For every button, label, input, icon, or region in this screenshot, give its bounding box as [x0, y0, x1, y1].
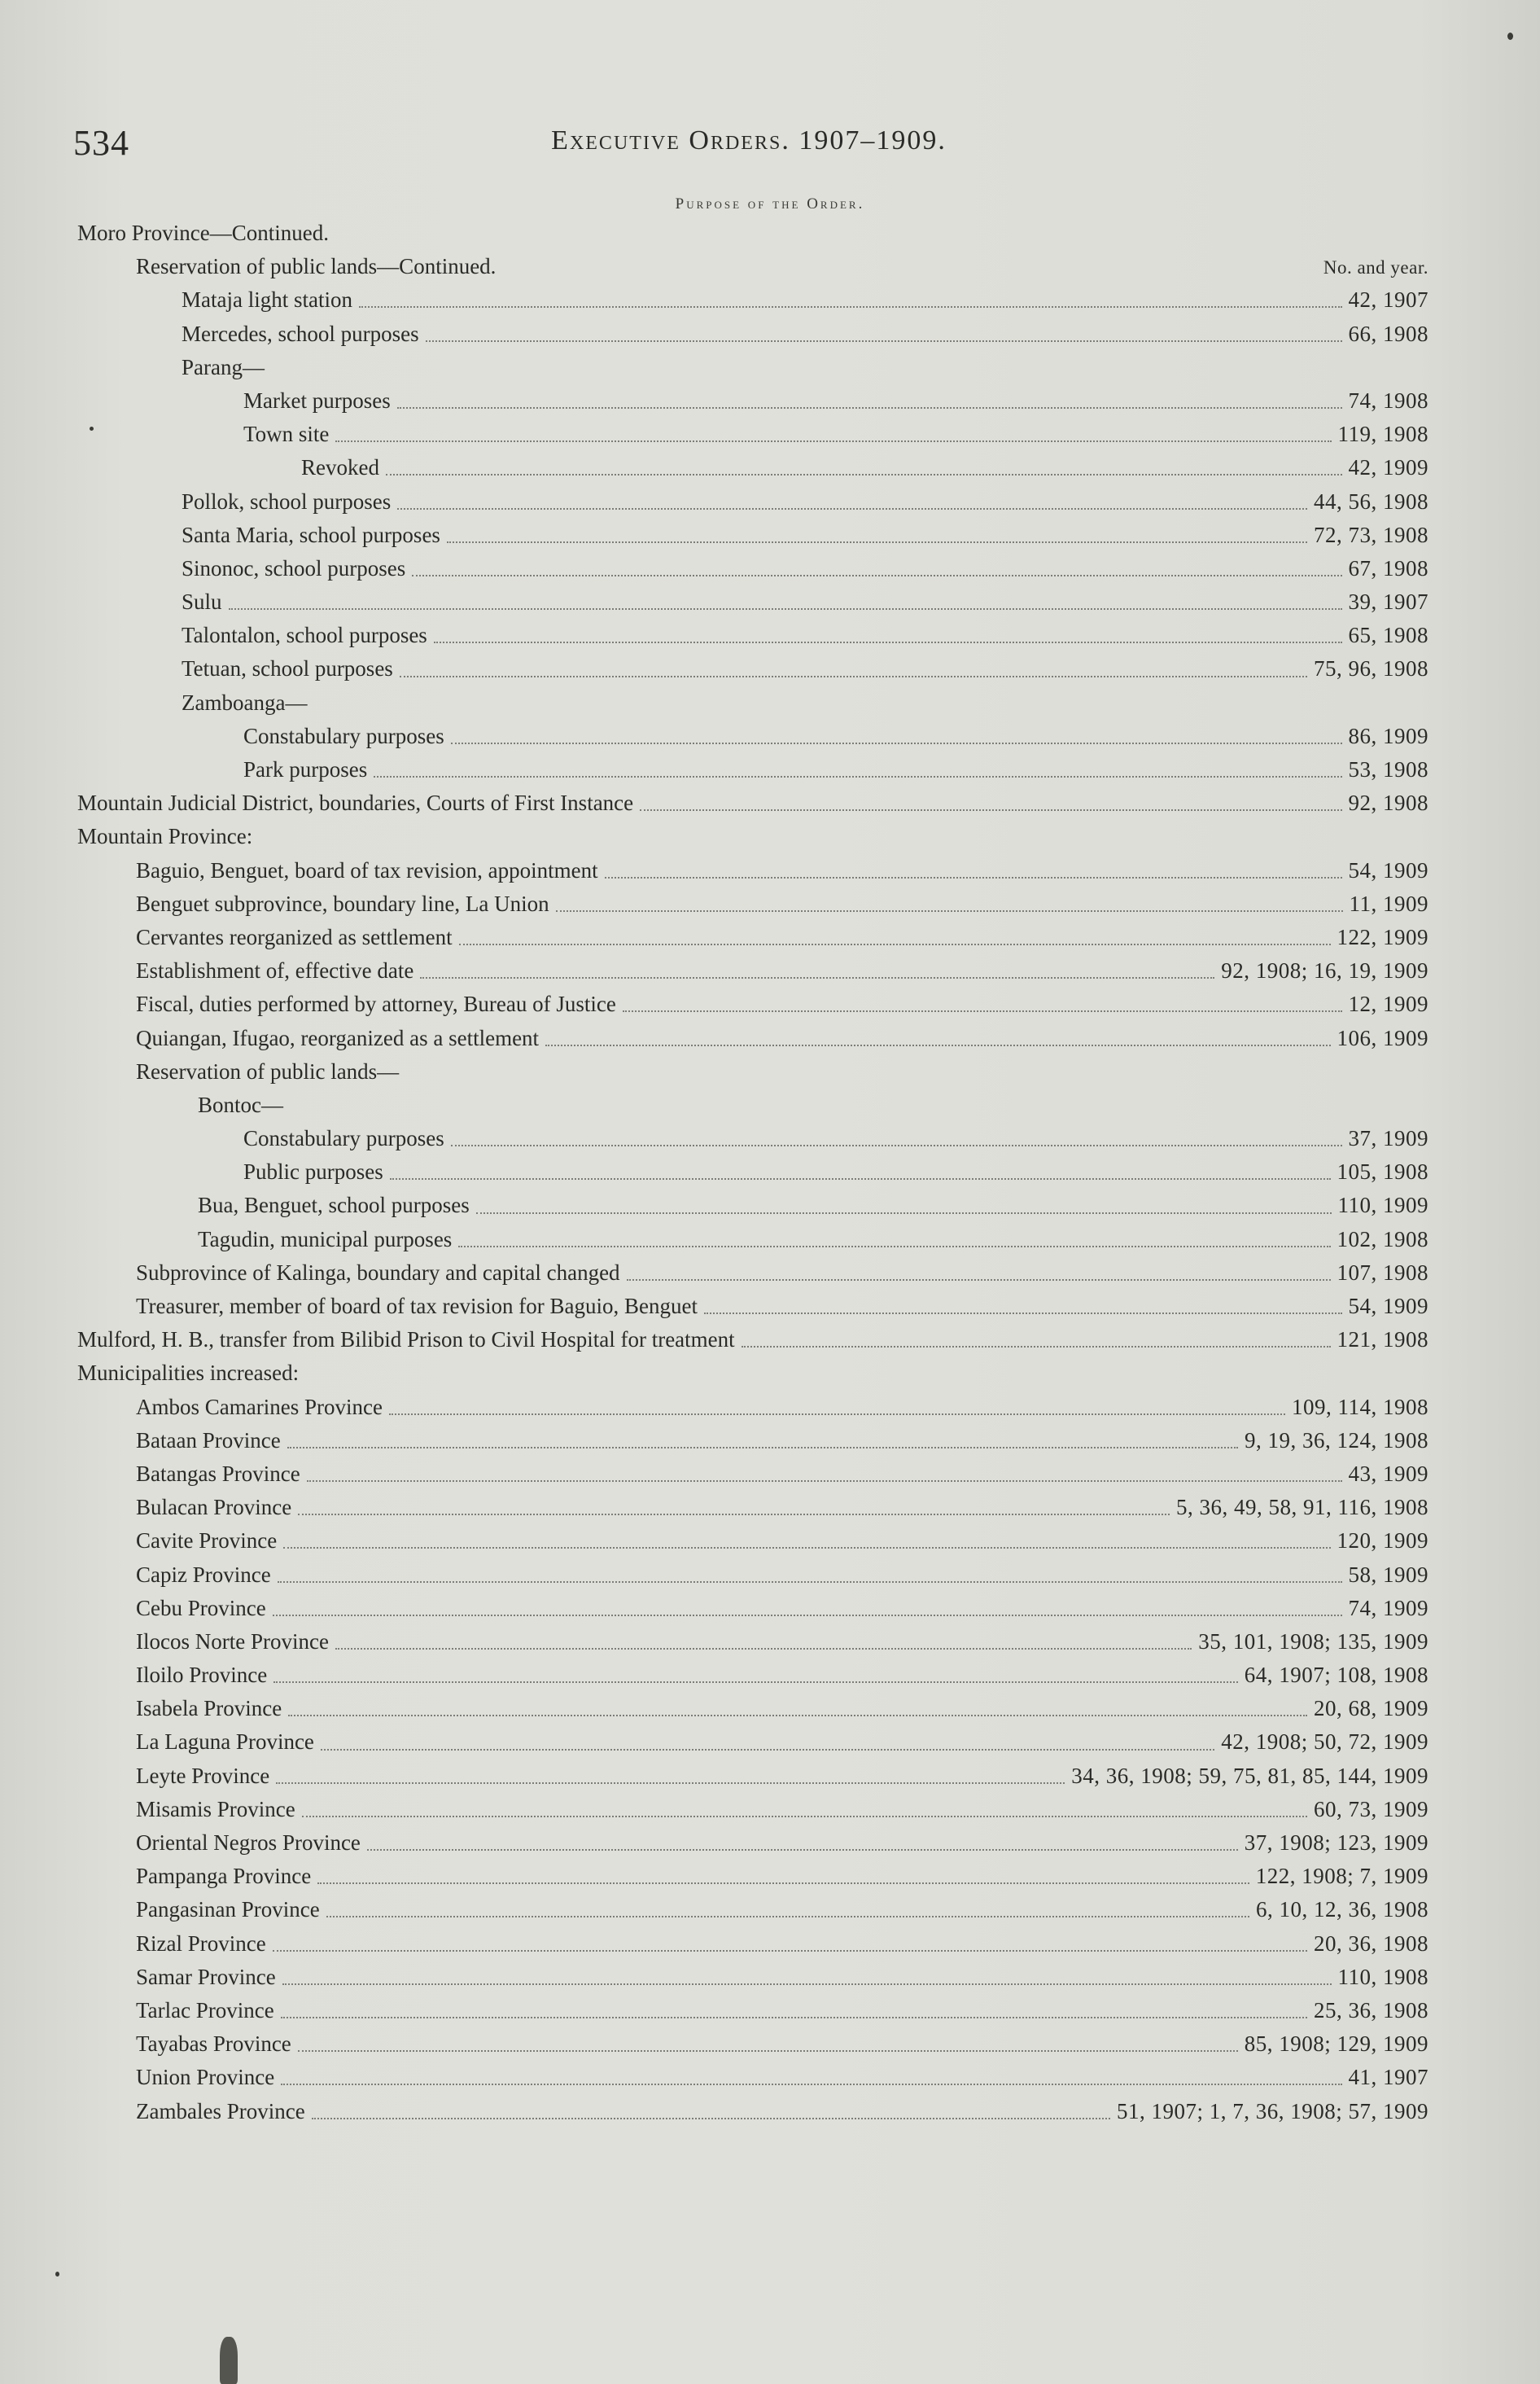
- entry-label: Tagudin, municipal purposes: [198, 1226, 453, 1251]
- dot-leader: [287, 1446, 1238, 1448]
- entry-label: Treasurer, member of board of tax revision for Baguio, Benguet: [136, 1294, 698, 1318]
- dot-leader: [321, 1748, 1214, 1751]
- entry-label: Santa Maria, school purposes: [182, 522, 440, 547]
- entry-label: Establishment of, effective date: [136, 958, 414, 984]
- entry-label: Bulacan Province: [136, 1495, 292, 1520]
- index-entry: [77, 552, 1428, 585]
- dot-leader: [742, 1345, 1331, 1348]
- order-numbers: 60, 73, 1909: [1314, 1796, 1428, 1821]
- entry-label: Bua, Benguet, school purposes: [198, 1193, 470, 1218]
- index-entry: [77, 2095, 1428, 2128]
- dot-leader: [459, 943, 1331, 945]
- order-numbers: 102, 1908: [1337, 1226, 1428, 1251]
- index-entry: [77, 1457, 1428, 1491]
- dot-leader: [397, 406, 1342, 409]
- order-numbers: 9, 19, 36, 124, 1908: [1245, 1427, 1428, 1453]
- index-entry: [77, 820, 1428, 853]
- index-entry: [77, 1223, 1428, 1256]
- dot-leader: [397, 507, 1307, 510]
- entry-label: Cebu Province: [136, 1595, 266, 1620]
- entry-label: Leyte Province: [136, 1763, 270, 1788]
- index-entry: [77, 1659, 1428, 1692]
- index-entry: [77, 217, 1428, 250]
- entry-label: Union Province: [136, 2065, 275, 2090]
- entry-label: Samar Province: [136, 1964, 276, 1989]
- index-entry: [77, 1625, 1428, 1659]
- index-entry: [77, 854, 1428, 887]
- entry-label: Cavite Province: [136, 1528, 278, 1554]
- entry-label: Oriental Negros Province: [136, 1830, 361, 1855]
- dot-leader: [302, 1815, 1307, 1817]
- order-numbers: 37, 1909: [1348, 1126, 1428, 1151]
- order-numbers: 110, 1908: [1337, 1964, 1428, 1989]
- entry-label: Bataan Province: [136, 1427, 281, 1453]
- dot-leader: [458, 1245, 1330, 1247]
- index-entry: [77, 954, 1428, 988]
- entry-label: Tarlac Province: [136, 1997, 274, 2022]
- dot-leader: [390, 1177, 1331, 1180]
- index-entry: [77, 318, 1428, 351]
- order-numbers: 92, 1908; 16, 19, 1909: [1221, 958, 1428, 984]
- order-numbers: 64, 1907; 108, 1908: [1244, 1663, 1428, 1688]
- dot-leader: [298, 1513, 1170, 1515]
- entry-label: Bontoc—: [198, 1092, 283, 1117]
- entry-label: La Laguna Province: [136, 1729, 314, 1755]
- entry-label: Iloilo Province: [136, 1663, 268, 1688]
- entry-label: Isabela Province: [136, 1696, 282, 1721]
- index-entry: [77, 1356, 1428, 1390]
- order-numbers: 72, 73, 1908: [1314, 522, 1428, 547]
- index-entry: [77, 988, 1428, 1021]
- running-title: Executive Orders. 1907–1909.: [551, 125, 947, 156]
- dot-leader: [283, 1546, 1330, 1549]
- dot-leader: [556, 909, 1343, 912]
- entry-label: Moro Province—Continued.: [77, 221, 329, 245]
- dot-leader: [476, 1212, 1332, 1214]
- index-entry: [77, 1323, 1428, 1356]
- dot-leader: [374, 775, 1341, 778]
- dot-leader: [335, 440, 1331, 442]
- entry-label: Tayabas Province: [136, 2031, 291, 2057]
- order-numbers: 86, 1909: [1348, 723, 1428, 748]
- entry-label: Fiscal, duties performed by attorney, Bureau of Justice: [136, 992, 616, 1017]
- dot-leader: [605, 876, 1342, 879]
- index-entry: [77, 384, 1428, 418]
- entry-label: Mataja light station: [182, 287, 352, 313]
- entry-label: Mountain Judicial District, boundaries, Courts of First Instance: [77, 791, 634, 816]
- dot-leader: [359, 305, 1342, 308]
- entry-label: Talontalon, school purposes: [182, 623, 427, 648]
- index-entry: [77, 1961, 1428, 1994]
- index-entry: [77, 519, 1428, 552]
- entry-label: Constabulary purposes: [243, 723, 444, 748]
- entry-label: Mulford, H. B., transfer from Bilibid Prison to Civil Hospital for treatment: [77, 1327, 735, 1352]
- index-entry: [77, 887, 1428, 921]
- order-numbers: 39, 1907: [1348, 589, 1428, 615]
- order-numbers: 74, 1909: [1348, 1595, 1428, 1620]
- dot-leader: [273, 1614, 1342, 1616]
- entry-label: Mercedes, school purposes: [182, 321, 419, 346]
- index-entry: [77, 1793, 1428, 1826]
- entry-label: Rizal Province: [136, 1930, 266, 1956]
- index-entry: [77, 921, 1428, 954]
- dot-leader: [335, 1647, 1192, 1650]
- entry-label: Baguio, Benguet, board of tax revision, appointment: [136, 857, 598, 883]
- index-entry: [77, 1122, 1428, 1155]
- index-entry: [77, 485, 1428, 519]
- entry-label: Municipalities increased:: [77, 1361, 300, 1386]
- index-entry: [77, 1391, 1428, 1424]
- order-numbers: 37, 1908; 123, 1909: [1244, 1830, 1428, 1855]
- entry-label: Zamboanga—: [182, 690, 308, 715]
- dot-leader: [704, 1312, 1342, 1314]
- order-numbers: 35, 101, 1908; 135, 1909: [1198, 1628, 1428, 1654]
- dot-leader: [451, 742, 1342, 744]
- dot-leader: [276, 1781, 1065, 1784]
- entry-label: Parang—: [182, 354, 265, 379]
- dot-leader: [281, 2016, 1307, 2018]
- order-numbers: 122, 1908; 7, 1909: [1255, 1864, 1428, 1889]
- dot-leader: [400, 675, 1307, 677]
- entry-label: Misamis Province: [136, 1796, 295, 1821]
- entry-label: Mountain Province:: [77, 824, 253, 849]
- entry-label: Reservation of public lands—: [136, 1058, 400, 1084]
- index-entry: [77, 1155, 1428, 1189]
- dot-leader: [451, 1144, 1342, 1146]
- index-entry: [77, 1725, 1428, 1759]
- order-numbers: 20, 68, 1909: [1314, 1696, 1428, 1721]
- index-entry: [77, 283, 1428, 317]
- order-numbers: 20, 36, 1908: [1314, 1930, 1428, 1956]
- dot-leader: [426, 340, 1342, 342]
- dot-leader: [623, 1010, 1342, 1012]
- order-numbers: 34, 36, 1908; 59, 75, 81, 85, 144, 1909: [1071, 1763, 1428, 1788]
- index-entries: [77, 217, 1428, 2128]
- order-numbers: 109, 114, 1908: [1292, 1394, 1428, 1419]
- section-caption: Purpose of the Order.: [675, 195, 865, 213]
- entry-label: Cervantes reorganized as settlement: [136, 924, 453, 949]
- index-entry: [77, 1826, 1428, 1860]
- dot-leader: [288, 1714, 1307, 1716]
- scan-speck: [220, 2337, 238, 2384]
- order-numbers: 6, 10, 12, 36, 1908: [1256, 1897, 1428, 1922]
- order-numbers: 110, 1909: [1337, 1193, 1428, 1218]
- dot-leader: [307, 1479, 1342, 1482]
- order-numbers: 41, 1907: [1348, 2065, 1428, 2090]
- order-numbers: 107, 1908: [1337, 1260, 1428, 1285]
- entry-label: Park purposes: [243, 757, 368, 782]
- order-numbers: 42, 1909: [1348, 455, 1428, 480]
- entry-label: Benguet subprovince, boundary line, La Union: [136, 891, 549, 916]
- index-entry: [77, 1189, 1428, 1222]
- entry-label: Pampanga Province: [136, 1864, 312, 1889]
- dot-leader: [386, 473, 1342, 475]
- dot-leader: [273, 1681, 1238, 1683]
- index-entry: [77, 1424, 1428, 1457]
- index-entry: [77, 1055, 1428, 1089]
- dot-leader: [273, 1949, 1307, 1952]
- index-entry: [77, 2061, 1428, 2094]
- page-header: [73, 122, 1424, 171]
- index-entry: [77, 686, 1428, 720]
- entry-label: Zambales Province: [136, 2098, 305, 2123]
- order-numbers: 65, 1908: [1348, 623, 1428, 648]
- order-numbers: 121, 1908: [1337, 1327, 1428, 1352]
- index-entry: [77, 1592, 1428, 1625]
- order-numbers: 54, 1909: [1348, 857, 1428, 883]
- entry-label: Sinonoc, school purposes: [182, 555, 406, 581]
- index-entry: [77, 753, 1428, 787]
- order-numbers: 51, 1907; 1, 7, 36, 1908; 57, 1909: [1116, 2098, 1428, 2123]
- order-numbers: 25, 36, 1908: [1314, 1997, 1428, 2022]
- index-entry: [77, 1089, 1428, 1122]
- index-entry: [77, 1022, 1428, 1055]
- dot-leader: [281, 2083, 1341, 2085]
- order-numbers: 75, 96, 1908: [1314, 656, 1428, 681]
- entry-label: Revoked: [301, 455, 379, 480]
- order-numbers: 105, 1908: [1337, 1159, 1428, 1185]
- dot-leader: [389, 1413, 1285, 1415]
- entry-label: Market purposes: [243, 388, 391, 413]
- entry-label: Ambos Camarines Province: [136, 1394, 383, 1419]
- entry-label: Tetuan, school purposes: [182, 656, 393, 681]
- index-entry: [77, 1860, 1428, 1893]
- order-numbers: 42, 1908; 50, 72, 1909: [1221, 1729, 1428, 1755]
- index-entry: [77, 1927, 1428, 1961]
- index-entry: [77, 720, 1428, 753]
- order-numbers: 74, 1908: [1348, 388, 1428, 413]
- entry-label: Town site: [243, 422, 330, 447]
- index-entry: [77, 1994, 1428, 2027]
- order-numbers: 53, 1908: [1348, 757, 1428, 782]
- index-entry: [77, 1256, 1428, 1290]
- entry-label: Reservation of public lands—Continued.: [136, 254, 497, 279]
- order-numbers: 122, 1909: [1337, 924, 1428, 949]
- dot-leader: [326, 1915, 1249, 1917]
- index-entry: [77, 451, 1428, 484]
- order-numbers: 120, 1909: [1337, 1528, 1428, 1554]
- dot-leader: [312, 2117, 1110, 2119]
- index-entry: [77, 2027, 1428, 2061]
- order-numbers: 67, 1908: [1348, 555, 1428, 581]
- index-entry: [77, 1760, 1428, 1793]
- dot-leader: [434, 641, 1342, 643]
- dot-leader: [282, 1983, 1332, 1985]
- entry-label: Pollok, school purposes: [182, 489, 392, 514]
- dot-leader: [420, 976, 1214, 979]
- dot-leader: [412, 574, 1341, 576]
- dot-leader: [317, 1882, 1249, 1884]
- order-numbers: 92, 1908: [1348, 791, 1428, 816]
- entry-label: Batangas Province: [136, 1461, 300, 1486]
- index-entry: [77, 1524, 1428, 1558]
- dot-leader: [447, 541, 1307, 543]
- entry-label: Subprovince of Kalinga, boundary and capital changed: [136, 1260, 620, 1285]
- order-numbers: 85, 1908; 129, 1909: [1244, 2031, 1428, 2057]
- entry-label: Sulu: [182, 589, 222, 615]
- entry-label: Pangasinan Province: [136, 1897, 320, 1922]
- order-numbers: 11, 1909: [1349, 891, 1428, 916]
- index-entry: [77, 619, 1428, 652]
- scan-speck: [90, 427, 94, 431]
- order-numbers: 54, 1909: [1348, 1294, 1428, 1318]
- scan-speck: [55, 2272, 59, 2277]
- order-numbers: 44, 56, 1908: [1314, 489, 1428, 514]
- index-entry: [77, 1558, 1428, 1592]
- order-numbers: 42, 1907: [1348, 287, 1428, 313]
- column-head: No. and year.: [1323, 257, 1428, 278]
- dot-leader: [640, 809, 1341, 811]
- entry-label: Ilocos Norte Province: [136, 1628, 329, 1654]
- order-numbers: 119, 1908: [1337, 422, 1428, 447]
- entry-label: Capiz Province: [136, 1562, 271, 1587]
- index-entry: [77, 652, 1428, 686]
- entry-label: Constabulary purposes: [243, 1126, 444, 1151]
- index-entry-with-column-head: [77, 250, 1428, 283]
- dot-leader: [545, 1044, 1330, 1046]
- index-entry: [77, 1893, 1428, 1926]
- order-numbers: 106, 1909: [1337, 1025, 1428, 1050]
- entry-label: Public purposes: [243, 1159, 383, 1185]
- index-entry: [77, 585, 1428, 619]
- page-number: 534: [73, 123, 129, 163]
- dot-leader: [229, 607, 1342, 610]
- index-entry: [77, 787, 1428, 820]
- dot-leader: [627, 1278, 1331, 1281]
- order-numbers: 66, 1908: [1348, 321, 1428, 346]
- index-entry: [77, 1491, 1428, 1524]
- order-numbers: 58, 1909: [1348, 1562, 1428, 1587]
- dot-leader: [367, 1848, 1238, 1851]
- index-entry: [77, 351, 1428, 384]
- order-numbers: 43, 1909: [1348, 1461, 1428, 1486]
- dot-leader: [298, 2049, 1238, 2052]
- entry-label: Quiangan, Ifugao, reorganized as a settlement: [136, 1025, 540, 1050]
- index-entry: [77, 1692, 1428, 1725]
- scan-speck: [1507, 33, 1513, 40]
- index-entry: [77, 1290, 1428, 1323]
- index-entry: [77, 418, 1428, 451]
- order-numbers: 12, 1909: [1348, 992, 1428, 1017]
- order-numbers: 5, 36, 49, 58, 91, 116, 1908: [1176, 1495, 1428, 1520]
- dot-leader: [278, 1580, 1342, 1583]
